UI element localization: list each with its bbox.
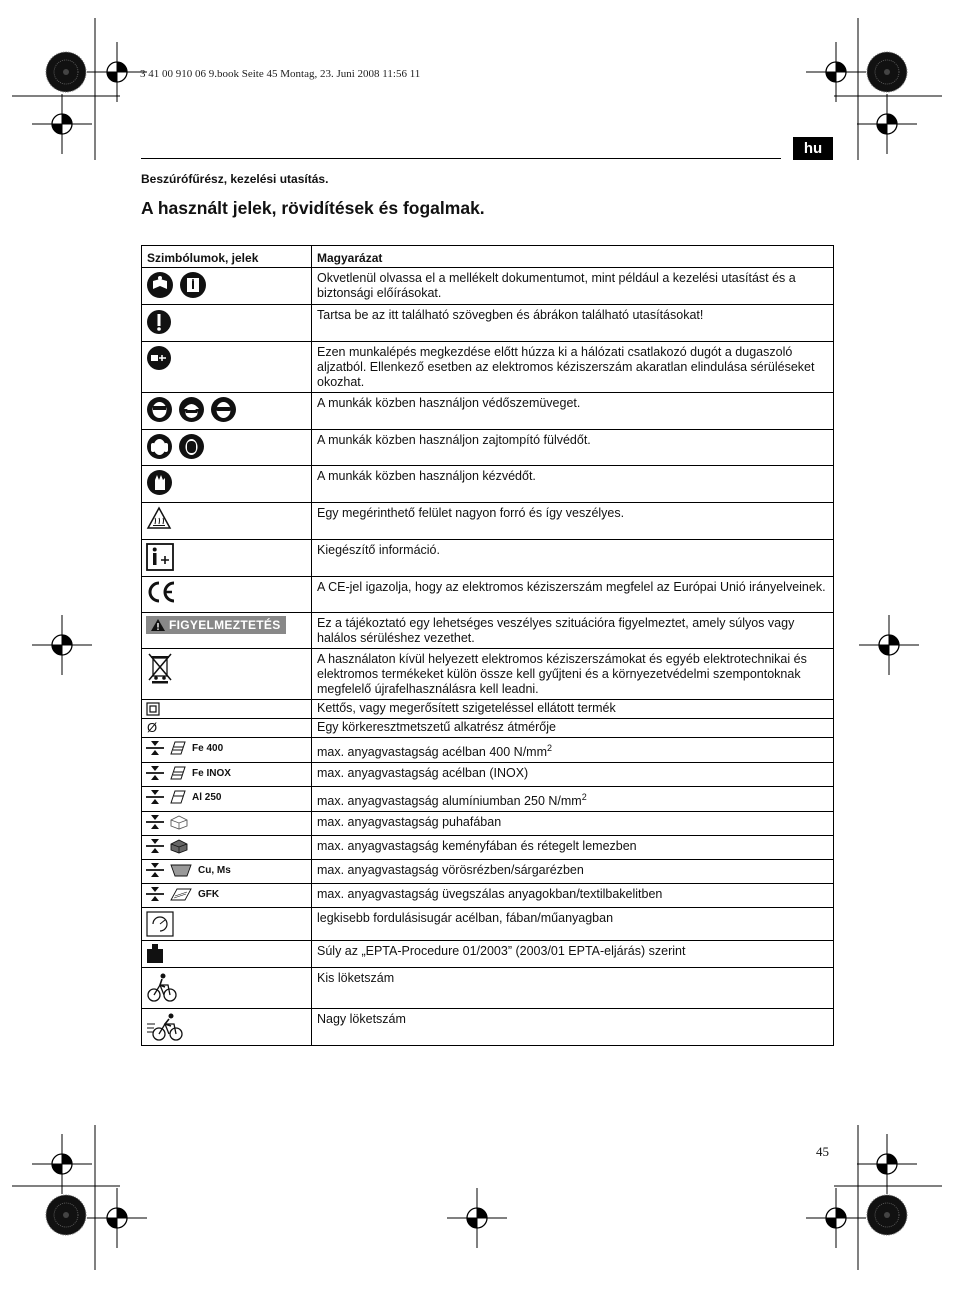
cut-depth-icon	[146, 740, 164, 756]
steel-material-icon	[169, 765, 187, 781]
aluminium-material-icon	[169, 789, 187, 805]
table-row	[142, 968, 834, 1009]
table-row	[142, 941, 834, 968]
row-text: max. anyagvastagság keményfában és rétegelt lemezben	[312, 836, 834, 860]
cut-depth-icon	[146, 765, 164, 781]
cyclist-slow-icon	[146, 971, 178, 1003]
row-text: Egy megérinthető felület nagyon forró és így veszélyes.	[312, 503, 834, 540]
row-text: Kettős, vagy megerősített szigeteléssel ellátott termék	[312, 700, 834, 719]
hardwood-icon	[169, 838, 189, 854]
row-text: A munkák közben használjon védőszemüveget.	[312, 393, 834, 430]
weee-bin-icon	[146, 652, 174, 684]
cyclist-fast-icon	[146, 1012, 184, 1042]
warning-triangle-icon	[151, 619, 165, 631]
cut-depth-icon	[146, 838, 164, 854]
table-row	[142, 342, 834, 393]
table-row	[142, 577, 834, 613]
read-manual-icon	[146, 271, 174, 299]
info-book-icon	[179, 271, 207, 299]
table-row	[142, 908, 834, 941]
table-row	[142, 540, 834, 577]
table-row	[142, 700, 834, 719]
ear-muffs-icon	[178, 433, 205, 460]
table-row	[142, 719, 834, 738]
cut-depth-icon	[146, 886, 164, 902]
table-row	[142, 1009, 834, 1046]
material-label: Al 250	[192, 791, 222, 803]
symbols-table	[141, 245, 834, 1046]
language-tag: hu	[793, 137, 833, 160]
table-row	[142, 787, 834, 812]
row-text: max. anyagvastagság alumíniumban 250 N/mm	[317, 794, 582, 809]
cut-depth-icon	[146, 862, 164, 878]
fiberglass-material-icon	[169, 886, 193, 902]
table-header	[142, 246, 834, 268]
page-title: A használt jelek, rövidítések és fogalmak.	[141, 198, 485, 218]
row-text: max. anyagvastagság acélban 400 N/mm	[317, 745, 547, 760]
row-text: A munkák közben használjon zajtompító fülvédőt.	[312, 430, 834, 466]
table-row	[142, 430, 834, 466]
ce-mark-icon	[146, 580, 176, 604]
row-text: Kis löketszám	[312, 968, 834, 1009]
cutting-radius-icon	[146, 911, 174, 937]
diameter-symbol: Ø	[142, 719, 312, 738]
copper-material-icon	[169, 862, 193, 878]
table-row	[142, 884, 834, 908]
row-text: Kiegészítő információ.	[312, 540, 834, 577]
table-row	[142, 393, 834, 430]
unplug-icon	[146, 345, 172, 371]
table-row	[142, 812, 834, 836]
table-row	[142, 763, 834, 787]
row-text: legkisebb fordulásisugár acélban, fában/műanyagban	[312, 908, 834, 941]
safety-goggles-icon	[210, 396, 237, 423]
face-shield-icon	[146, 396, 173, 423]
row-text: Nagy löketszám	[312, 1009, 834, 1046]
row-text: Ez a tájékoztató egy lehetséges veszélyes szituációra figyelmeztet, amely súlyos vagy halálos sérüléshez vezethet.	[312, 613, 834, 649]
row-text: Tartsa be az itt található szövegben és ábrákon található utasításokat!	[312, 305, 834, 342]
table-row	[142, 503, 834, 540]
unit-superscript: 2	[581, 792, 587, 803]
table-row	[142, 268, 834, 305]
table-row	[142, 860, 834, 884]
weight-icon	[146, 944, 164, 964]
material-label: Cu, Ms	[198, 864, 231, 876]
table-row	[142, 613, 834, 649]
table-row	[142, 466, 834, 503]
col-header-explanation: Magyarázat	[312, 246, 834, 268]
row-text: max. anyagvastagság üvegszálas anyagokban/textilbakelitben	[312, 884, 834, 908]
row-text: Súly az „EPTA-Procedure 01/2003” (2003/01 EPTA-eljárás) szerint	[312, 941, 834, 968]
row-text: max. anyagvastagság acélban (INOX)	[312, 763, 834, 787]
material-label: Fe INOX	[192, 767, 231, 779]
ear-protection-icon	[146, 433, 173, 460]
col-header-symbols: Szimbólumok, jelek	[142, 246, 312, 268]
row-text-cell	[312, 787, 834, 812]
gloves-icon	[146, 469, 173, 496]
material-label: GFK	[198, 888, 220, 900]
row-text: max. anyagvastagság vörösrézben/sárgarézben	[312, 860, 834, 884]
hot-surface-icon	[146, 506, 172, 530]
unit-superscript: 2	[547, 743, 553, 753]
row-text: A használaton kívül helyezett elektromos kéziszerszámokat és egyéb elektrotechnikai és elektromos termékeket külön össze kell gyűjteni és a környezetvédelmi szempontoknak megfelelő újrafelhasználásra kell leadni.	[312, 649, 834, 700]
table-row	[142, 836, 834, 860]
row-text: A munkák közben használjon kézvédőt.	[312, 466, 834, 503]
table-row	[142, 649, 834, 700]
info-plus-icon	[146, 543, 174, 571]
exclamation-icon	[146, 308, 172, 336]
header-rule	[141, 158, 781, 159]
manual-subtitle: Beszúrófűrész, kezelési utasítás.	[141, 172, 329, 186]
table-row	[142, 738, 834, 763]
page-number: 45	[816, 1144, 829, 1159]
warning-badge-label: FIGYELMEZTETÉS	[169, 618, 281, 632]
row-text: A CE-jel igazolja, hogy az elektromos kéziszerszám megfelel az Európai Unió irányelveinek.	[312, 577, 834, 613]
row-text: Ezen munkalépés megkezdése előtt húzza ki a hálózati csatlakozó dugót a dugaszoló aljzatból. Ellenkező esetben az elektromos kéziszerszám akaratlan elindulása sérüléseket okozhat.	[312, 342, 834, 393]
safety-helmet-icon	[178, 396, 205, 423]
row-text: Okvetlenül olvassa el a mellékelt dokumentumot, mint például a kezelési utasítást és a biztonsági előírásokat.	[312, 268, 834, 305]
table-row	[142, 305, 834, 342]
book-info: 3 41 00 910 06 9.book Seite 45 Montag, 23. Juni 2008 11:56 11	[140, 68, 421, 80]
material-label: Fe 400	[192, 742, 224, 754]
cut-depth-icon	[146, 814, 164, 830]
softwood-icon	[169, 814, 189, 830]
warning-badge	[146, 616, 286, 634]
row-text: Egy körkeresztmetszetű alkatrész átmérője	[312, 719, 834, 738]
steel-material-icon	[169, 740, 187, 756]
cut-depth-icon	[146, 789, 164, 805]
row-text: max. anyagvastagság puhafában	[312, 812, 834, 836]
row-text-cell	[312, 738, 834, 763]
double-insulation-icon	[146, 702, 160, 716]
